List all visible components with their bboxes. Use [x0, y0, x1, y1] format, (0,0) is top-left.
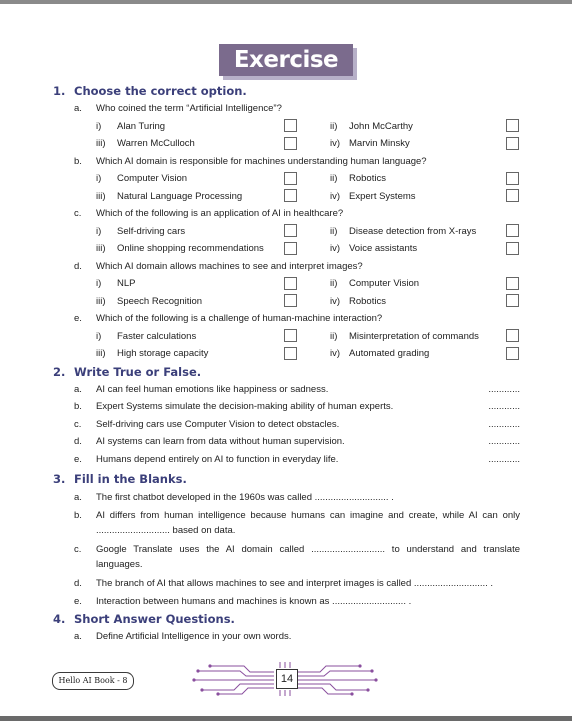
true-false-item: [0, 416, 572, 434]
option-text: Automated grading: [349, 348, 430, 359]
option-numeral: iv): [330, 295, 341, 307]
option-checkbox[interactable]: [284, 329, 297, 342]
question-text: Interaction between humans and machines is known as ............................ .: [96, 596, 412, 607]
option-checkbox[interactable]: [284, 224, 297, 237]
option-text: Natural Language Processing: [117, 190, 243, 202]
option-text: Robotics: [349, 173, 386, 184]
question-letter: d.: [74, 436, 82, 447]
question-letter: e.: [74, 313, 82, 324]
option-checkbox[interactable]: [506, 224, 519, 237]
option-numeral: ii): [330, 120, 338, 132]
question-text: Expert Systems simulate the decision-making ability of human experts.: [96, 401, 394, 412]
question-letter: b.: [74, 155, 82, 167]
option-numeral: i): [96, 225, 102, 237]
option-checkbox[interactable]: [284, 189, 297, 202]
option-checkbox[interactable]: [284, 294, 297, 307]
section-title: Write True or False.: [74, 364, 202, 379]
question-letter: d.: [74, 260, 82, 272]
option-numeral: ii): [330, 173, 338, 184]
top-border: [0, 0, 572, 4]
book-label: Hello AI Book - 8: [52, 672, 134, 690]
option-text: NLP: [117, 278, 136, 289]
section-heading: [0, 363, 572, 381]
question-letter: b.: [74, 401, 82, 412]
option-checkbox[interactable]: [506, 347, 519, 360]
option-checkbox[interactable]: [284, 119, 297, 132]
true-false-item: [0, 433, 572, 451]
option-text: Expert Systems: [349, 190, 416, 202]
option-text: Speech Recognition: [117, 295, 203, 307]
question-letter: a.: [74, 103, 82, 114]
fill-blank-item: [0, 574, 572, 592]
fill-blank-item: [0, 592, 572, 610]
page-number: 14: [276, 669, 298, 689]
option-checkbox[interactable]: [506, 329, 519, 342]
option-checkbox[interactable]: [506, 119, 519, 132]
option-text: High storage capacity: [117, 348, 209, 359]
exercise-title-banner: [219, 44, 353, 78]
option-text: Computer Vision: [349, 278, 420, 289]
section-title: Choose the correct option.: [74, 84, 247, 98]
question-letter: d.: [74, 578, 82, 589]
option-numeral: ii): [330, 330, 338, 342]
option-text: Robotics: [349, 295, 386, 307]
option-row: [0, 240, 572, 258]
section-heading: [0, 82, 572, 100]
option-text: Alan Turing: [117, 120, 166, 132]
exercise-content: [0, 82, 572, 646]
option-row: [0, 170, 572, 188]
section-number: 3.: [53, 472, 66, 486]
question-text: AI can feel human emotions like happiness or sadness.: [96, 383, 329, 395]
option-checkbox[interactable]: [506, 172, 519, 185]
option-checkbox[interactable]: [506, 294, 519, 307]
option-numeral: iii): [96, 138, 106, 149]
option-numeral: iii): [96, 295, 106, 307]
question-letter: a.: [74, 492, 82, 503]
section-title: Fill in the Blanks.: [74, 472, 187, 486]
question-text: Which AI domain allows machines to see and interpret images?: [96, 260, 363, 272]
option-text: Misinterpretation of commands: [349, 330, 479, 342]
true-false-item: [0, 398, 572, 416]
option-checkbox[interactable]: [284, 347, 297, 360]
question-letter: c.: [74, 418, 82, 430]
option-checkbox[interactable]: [506, 277, 519, 290]
answer-blank[interactable]: ............: [488, 453, 520, 465]
question-letter: a.: [74, 631, 82, 642]
option-row: [0, 223, 572, 241]
option-numeral: iv): [330, 243, 341, 254]
option-row: [0, 345, 572, 363]
question: [0, 100, 572, 118]
question: [0, 310, 572, 328]
option-numeral: iv): [330, 138, 341, 149]
option-checkbox[interactable]: [506, 189, 519, 202]
fill-blank-item: [0, 540, 572, 574]
question-letter: a.: [74, 383, 82, 395]
option-text: Computer Vision: [117, 173, 188, 184]
true-false-item: [0, 381, 572, 399]
question-text: Which of the following is an application of AI in healthcare?: [96, 208, 344, 219]
section-number: 4.: [53, 612, 66, 626]
option-numeral: i): [96, 278, 102, 289]
option-text: Marvin Minsky: [349, 138, 410, 149]
option-numeral: i): [96, 173, 102, 184]
question-text: Define Artificial Intelligence in your own words.: [96, 631, 292, 642]
fill-blank-item: [0, 488, 572, 506]
page-title: Exercise: [219, 44, 353, 76]
option-text: Faster calculations: [117, 330, 197, 342]
question: [0, 628, 572, 646]
question-text: Humans depend entirely on AI to function in everyday life.: [96, 453, 339, 465]
question-text: Google Translate uses the AI domain called ............................ to understand and translate languages.: [96, 544, 520, 570]
question-text: The first chatbot developed in the 1960s was called ............................ .: [96, 492, 394, 503]
option-text: Self-driving cars: [117, 225, 186, 237]
option-checkbox[interactable]: [284, 277, 297, 290]
option-text: Online shopping recommendations: [117, 243, 264, 254]
question-text: Which of the following is a challenge of human-machine interaction?: [96, 313, 383, 324]
bottom-border: [0, 716, 572, 721]
question-text: Who coined the term “Artificial Intelligence”?: [96, 103, 282, 114]
option-text: John McCarthy: [349, 120, 413, 132]
option-text: Voice assistants: [349, 243, 418, 254]
question: [0, 153, 572, 171]
section-heading: [0, 470, 572, 488]
option-checkbox[interactable]: [284, 137, 297, 150]
option-row: [0, 188, 572, 206]
option-numeral: iii): [96, 348, 106, 359]
option-row: [0, 118, 572, 136]
option-numeral: iii): [96, 190, 106, 202]
question-text: The branch of AI that allows machines to see and interpret images is called ............................ .: [96, 578, 494, 589]
option-numeral: ii): [330, 225, 338, 237]
fill-blank-item: [0, 506, 572, 540]
answer-blank[interactable]: ............: [488, 383, 520, 395]
question-letter: e.: [74, 453, 82, 465]
option-numeral: ii): [330, 278, 338, 289]
question-letter: c.: [74, 208, 82, 219]
section-title: Short Answer Questions.: [74, 612, 235, 626]
option-row: [0, 275, 572, 293]
option-row: [0, 328, 572, 346]
option-checkbox[interactable]: [506, 242, 519, 255]
option-checkbox[interactable]: [284, 172, 297, 185]
option-numeral: i): [96, 330, 102, 342]
answer-blank[interactable]: ............: [488, 418, 520, 430]
option-numeral: iv): [330, 190, 341, 202]
option-checkbox[interactable]: [506, 137, 519, 150]
question-letter: c.: [74, 544, 82, 555]
section-number: 1.: [53, 84, 66, 98]
option-row: [0, 293, 572, 311]
question-text: AI systems can learn from data without human supervision.: [96, 436, 345, 447]
option-text: Disease detection from X-rays: [349, 225, 477, 237]
answer-blank[interactable]: ............: [488, 436, 520, 447]
option-checkbox[interactable]: [284, 242, 297, 255]
question-text: Which AI domain is responsible for machines understanding human language?: [96, 155, 427, 167]
true-false-item: [0, 451, 572, 469]
option-numeral: iii): [96, 243, 106, 254]
option-text: Warren McCulloch: [117, 138, 195, 149]
section-heading: [0, 610, 572, 628]
question-text: Self-driving cars use Computer Vision to detect obstacles.: [96, 418, 340, 430]
question-letter: b.: [74, 510, 82, 521]
option-numeral: i): [96, 120, 102, 132]
answer-blank[interactable]: ............: [488, 401, 520, 412]
question-letter: e.: [74, 596, 82, 607]
option-row: [0, 135, 572, 153]
option-numeral: iv): [330, 348, 341, 359]
section-number: 2.: [53, 364, 66, 379]
question: [0, 205, 572, 223]
question: [0, 258, 572, 276]
question-text: AI differs from human intelligence because humans can imagine and create, while AI can only ............................ based on data.: [96, 510, 520, 536]
